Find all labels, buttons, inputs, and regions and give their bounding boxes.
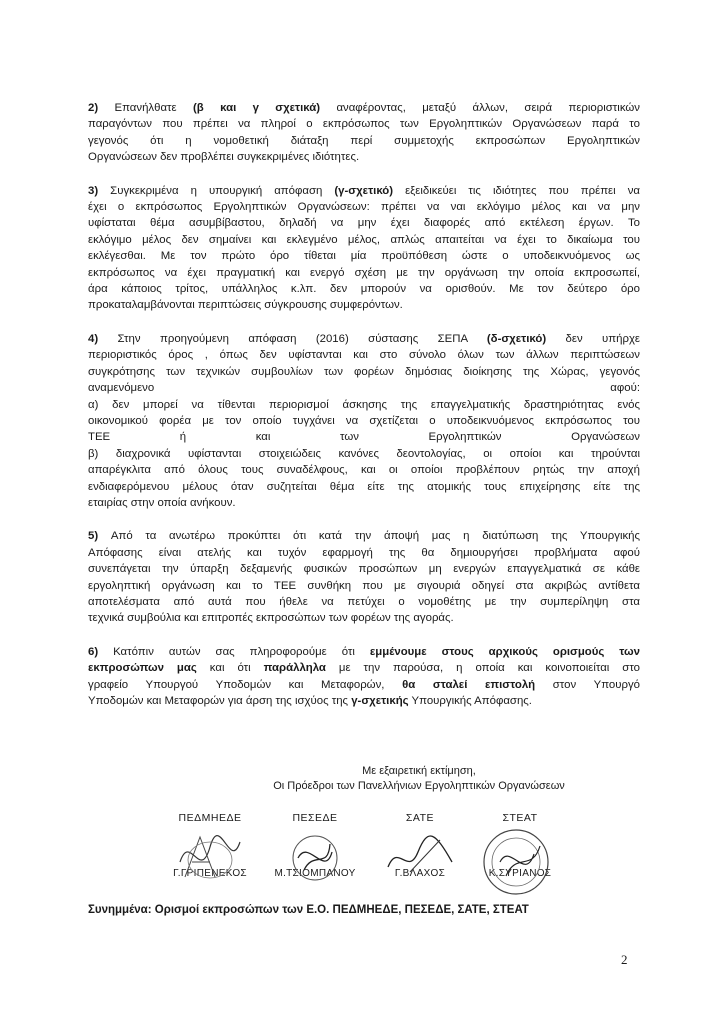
paragraph-4: [88, 331, 640, 511]
text-line: α) δεν μπορεί να τίθενται περιορισμοί άσκησης της επαγγελματικής δραστηριότητας ενός: [88, 398, 640, 411]
signature-pesede: [270, 812, 360, 879]
signature-scribble-icon: [380, 822, 460, 892]
text-line: άρα κάποιος τρίτος, υπάλληλος κ.λπ. δεν μπορούν να ορισθούν. Με τον δεύτερο όρο: [88, 283, 640, 296]
text-line: εκπρόσωπος να έχει πραγματική και ενεργό σχέση με την οργάνωση την οποία εκπροσωπεί,: [88, 266, 640, 279]
text-line: Απόφασης είναι ατελής και τυχόν εφαρμογή της θα δημιουργήσει προβλήματα αφού: [88, 546, 640, 559]
signature-org: ΠΕΣΕΔΕ: [292, 812, 338, 824]
text-line: προκαταλαμβάνονται περιπτώσεις σύγκρουσης συμφερόντων.: [88, 299, 403, 312]
emphasis-text: (δ-σχετικό): [486, 332, 547, 345]
closing-greeting: Με εξαιρετική εκτίμηση,: [362, 765, 476, 777]
paragraph-number: 5): [88, 530, 111, 543]
text-line: αναμενόμενο αφού:: [88, 382, 640, 395]
text-line: εργοληπτική οργάνωση και το ΤΕΕ συνθήκη που με σιγουριά οδηγεί στα ακριβώς αντίθετα: [88, 579, 640, 592]
text-line: β) διαχρονικά υφίστανται στοιχειώδεις κανόνες δεοντολογίας, οι οποίοι και τηρούνται: [88, 447, 640, 460]
text-line: ενδιαφερόμενου μέλους όταν συζητείται θέμα είτε της ατομικής τους επιχείρησης είτε της: [88, 480, 640, 493]
text-line: 3) Συγκεκριμένα η υπουργική απόφαση (γ-σχετικό) εξειδικεύει τις ιδιότητες που πρέπει να: [88, 184, 640, 197]
paragraph-6: [88, 644, 640, 710]
paragraph-number: 6): [88, 645, 114, 658]
page-number: 2: [621, 952, 628, 967]
signature-org: ΠΕΔΜΗΕΔΕ: [178, 812, 242, 824]
text-line: εκλόγιμο μέλος δεν σημαίνει και εκλεγμένο μέλος, απλώς απαιτείται να έχει το δικαίωμα του: [88, 233, 640, 246]
signature-org: ΣΑΤΕ: [405, 812, 435, 824]
emphasis-text: εκπροσώπων μας: [88, 662, 197, 675]
text-line: γραφείο Υπουργού Υποδομών και Μεταφορών, θα σταλεί επιστολή στον Υπουργό: [88, 678, 640, 691]
text-line: έχει ο εκπρόσωπος Εργοληπτικών Οργανώσεων: πρέπει να ναι εκλόγιμο μέλος και να μην: [88, 201, 640, 214]
closing-block: [88, 764, 640, 794]
closing-signatories: Οι Πρόεδροι των Πανελλήνιων Εργοληπτικών Οργανώσεων: [273, 780, 565, 792]
attachments-note: Συνημμένα: Ορισμοί εκπροσώπων των Ε.Ο. ΠΕΔΜΗΕΔΕ, ΠΕΣΕΔΕ, ΣΑΤΕ, ΣΤΕΑΤ: [88, 904, 529, 916]
text-line: υφίσταται θέμα ασυμβίβαστου, δηλαδή να μην έχει διαφορές από εκτέλεση έργων. Το: [88, 217, 640, 230]
text-line: αποτελέσματα από αυτά που ήθελε να πετύχει ο νομοθέτης με την συμπερίληψη στα: [88, 595, 640, 608]
signature-sate: [380, 812, 460, 879]
text-line: εκπροσώπων μας και ότι παράλληλα με την παρούσα, η οποία και κοινοποιείται στο: [88, 662, 641, 675]
official-stamp-icon: [470, 822, 570, 898]
letter-body: [88, 100, 640, 726]
emphasis-text: (β και γ σχετικά): [192, 102, 321, 114]
text-line: Οργανώσεων δεν προβλέπει συγκεκριμένες ιδιότητες.: [88, 151, 360, 164]
text-line: 5) Από τα ανωτέρω προκύπτει ότι κατά την άποψή μας η διατύπωση της Υπουργικής: [88, 530, 641, 543]
paragraph-number: 2): [88, 102, 115, 114]
emphasis-text: (γ-σχετικό): [334, 184, 394, 197]
text-line: εταιρίας στην οποία ανήκουν.: [88, 496, 236, 509]
emphasis-text: παράλληλα: [263, 662, 326, 675]
text-line: Υποδομών και Μεταφορών για άρση της ισχύος της γ-σχετικής Υπουργικής Απόφασης.: [88, 695, 532, 707]
text-line: ΤΕΕ ή και των Εργοληπτικών Οργανώσεων: [88, 431, 640, 444]
signature-name: Μ.ΤΣΙΟΜΠΑΝΟΥ: [274, 868, 356, 879]
signature-scribble-icon: [270, 822, 360, 892]
text-line: περιοριστικός όρος , όπως δεν υφίστανται και στο σύνολο όλων των άλλων περιπτώσεων: [88, 349, 640, 362]
signature-block: [170, 812, 590, 902]
text-line: απαρέγκλιτα από όλους τους συναδέλφους, και οι οποίοι προβλέπουν ρητώς την αποχή: [88, 464, 640, 477]
signature-org: ΣΤΕΑΤ: [502, 812, 538, 824]
signature-name: Γ.ΒΛΑΧΟΣ: [394, 868, 446, 879]
text-line: τεχνικά συμβούλια και επιτροπές εκπροσώπων των φορέων της αγοράς.: [88, 612, 454, 625]
paragraph-number: 3): [88, 184, 111, 197]
text-line: 6) Κατόπιν αυτών σας πληροφορούμε ότι εμμένουμε στους αρχικούς ορισμούς των: [88, 645, 640, 658]
emphasis-text: θα σταλεί επιστολή: [402, 678, 536, 691]
text-line: εκλέγεσθαι. Με τον πρώτο όρο τίθεται μία προϋπόθεση ώστε ο υποδεικνυόμενος ως: [88, 250, 640, 263]
emphasis-text: γ-σχετικής: [351, 695, 409, 707]
paragraph-number: 4): [88, 332, 118, 345]
text-line: 2) Επανήλθατε (β και γ σχετικά) αναφέροντας, μεταξύ άλλων, σειρά περιοριστικών: [88, 102, 640, 114]
text-line: 4) Στην προηγούμενη απόφαση (2016) σύστασης ΣΕΠΑ (δ-σχετικό) δεν υπήρχε: [88, 332, 641, 345]
paragraph-2: [88, 100, 640, 166]
signature-pedmiede: [170, 812, 250, 879]
signature-name: Κ.ΣΥΡΙΑΝΟΣ: [488, 868, 552, 879]
text-line: συγκρότησης των τεχνικών συμβουλίων των φορέων δημόσιας διοίκησης της Χώρας, γεγονός: [88, 365, 640, 378]
signature-name: Γ.ΓΡΙΠΕΝΕΚΟΣ: [173, 868, 247, 879]
text-line: γεγονός ότι η νομοθετική διάταξη περί συμμετοχής εκπροσώπων Εργοληπτικών: [88, 134, 640, 147]
signature-steat: [470, 812, 570, 879]
signature-scribble-icon: [170, 822, 250, 892]
text-line: συνεπάγεται την ύπαρξη δεξαμενής φυσικών προσώπων μη ενεργών επαγγελματικά σε κάθε: [88, 563, 640, 576]
text-line: οικονομικού φορέα με τον οποίο τυγχάνει να σχετίζεται ο υποδεικνυόμενος εκπρόσωπος του: [88, 414, 640, 427]
paragraph-3: [88, 183, 640, 314]
emphasis-text: εμμένουμε στους αρχικούς ορισμούς των: [369, 645, 640, 658]
paragraph-5: [88, 528, 640, 626]
text-line: παραγόντων που πρέπει να πληροί ο εκπρόσωπος των Εργοληπτικών Οργανώσεων παρά το: [88, 118, 640, 131]
